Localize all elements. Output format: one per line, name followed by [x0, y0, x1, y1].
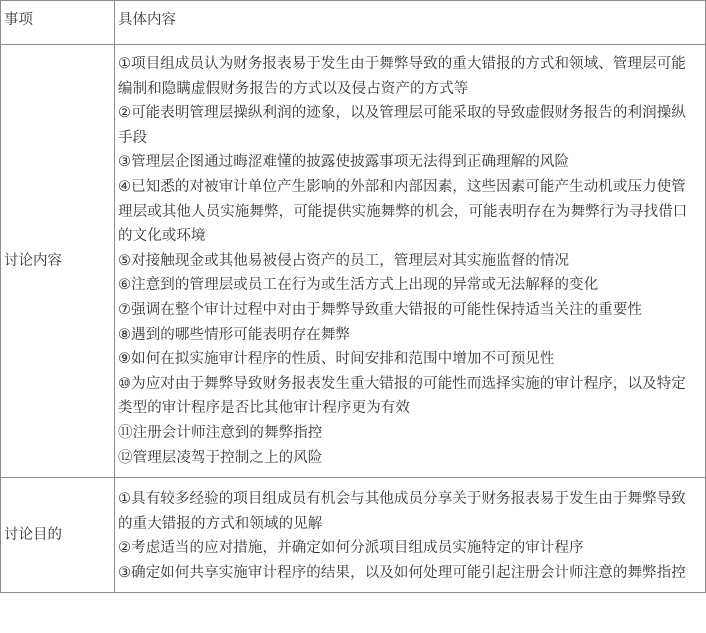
- row-content-cell: [115, 45, 706, 478]
- row-label: 讨论目的: [1, 478, 115, 593]
- list-item: ⑤对接触现金或其他易被侵占资产的员工，管理层对其实施监督的情况: [118, 252, 570, 269]
- list-item: ⑥注意到的管理层或员工在行为或生活方式上出现的异常或无法解释的变化: [118, 277, 599, 294]
- header-cell-item: 事项: [1, 1, 115, 45]
- row-content-cell: [115, 478, 706, 593]
- list-item: ①具有较多经验的项目组成员有机会与其他成员分享关于财务报表易于发生由于舞弊导致的重大错报的方式和领域的见解: [118, 491, 686, 532]
- list-item: ②可能表明管理层操纵利润的迹象，以及管理层可能采取的导致虚假财务报告的利润操纵手段: [118, 105, 686, 146]
- table-row: [1, 45, 706, 478]
- list-item: ③确定如何共享实施审计程序的结果，以及如何处理可能引起注册会计师注意的舞弊指控: [118, 564, 686, 581]
- list-item: ⑨如何在拟实施审计程序的性质、时间安排和范围中增加不可预见性: [118, 351, 555, 368]
- list-item: ⑪注册会计师注意到的舞弊指控: [118, 424, 323, 441]
- table-header-row: [1, 1, 706, 45]
- list-item: ②考虑适当的应对措施，并确定如何分派项目组成员实施特定的审计程序: [118, 540, 584, 557]
- list-item: ⑧遇到的哪些情形可能表明存在舞弊: [118, 326, 351, 343]
- list-item: ④已知悉的对被审计单位产生影响的外部和内部因素，这些因素可能产生动机或压力使管理层或其他人员实施舞弊，可能提供实施舞弊的机会，可能表明存在为舞弊行为寻找借口的文化或环境: [118, 178, 688, 245]
- list-item: ⑫管理层凌驾于控制之上的风险: [118, 449, 323, 466]
- header-cell-content: 具体内容: [115, 1, 706, 45]
- row-label: 讨论内容: [1, 45, 115, 478]
- list-item: ①项目组成员认为财务报表易于发生由于舞弊导致的重大错报的方式和领域、管理层可能编制和隐瞒虚假财务报告的方式以及侵占资产的方式等: [118, 56, 686, 97]
- table-row: [1, 478, 706, 593]
- list-item: ③管理层企图通过晦涩难懂的披露使披露事项无法得到正确理解的风险: [118, 154, 570, 171]
- list-item: ⑩为应对由于舞弊导致财务报表发生重大错报的可能性而选择实施的审计程序，以及特定类型的审计程序是否比其他审计程序更为有效: [118, 375, 686, 417]
- list-item: ⑦强调在整个审计过程中对由于舞弊导致重大错报的可能性保持适当关注的重要性: [118, 301, 643, 318]
